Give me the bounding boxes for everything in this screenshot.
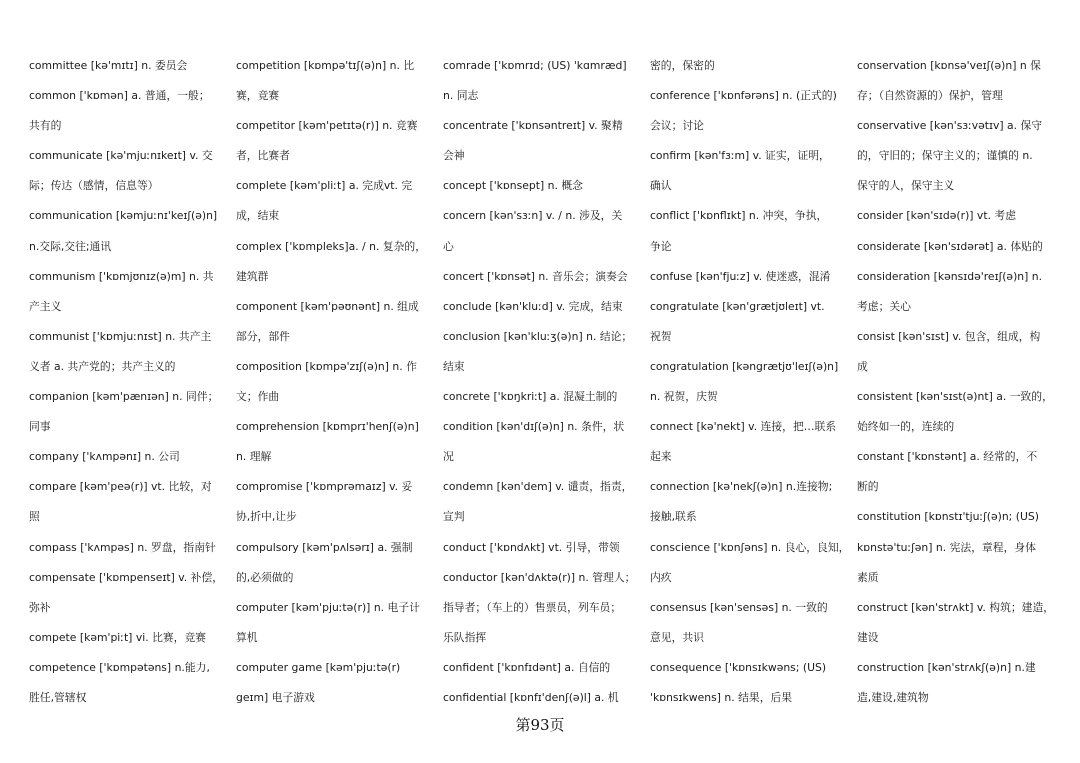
text-line: 心 [443,239,454,253]
text-line: 的,必须做的 [236,570,294,584]
column-3 [443,51,643,713]
text-line: consequence ['kɒnsɪkwəns; (US) [650,660,827,674]
text-line: congratulate [kən'grætjʊleɪt] vt. [650,299,825,313]
text-line: 会神 [443,149,465,163]
text-line: 算机 [236,630,258,644]
text-line: conflict ['kɒnflɪkt] n. 冲突，争执， [650,209,828,223]
column-5 [857,51,1057,713]
text-line: compromise ['kɒmprəmaɪz] v. 妥 [236,480,413,494]
text-line: 建设 [857,630,879,644]
text-line: geɪm] 电子游戏 [236,690,315,704]
text-line: 会议；讨论 [650,119,704,133]
text-line: construction [kən'strʌkʃ(ə)n] n.建 [857,660,1036,674]
text-line: 密的，保密的 [650,59,715,72]
text-line: companion [kəm'pænɪən] n. 同伴； [29,390,219,404]
text-line: 建筑群 [236,269,269,283]
text-line: communicate [kə'mjuːnɪkeɪt] v. 交 [29,149,213,163]
text-line: 赛，竞赛 [236,89,280,103]
text-line: 断的 [857,480,879,494]
text-line: condemn [kən'dem] v. 谴责，指责， [443,480,633,494]
text-line: confident ['kɒnfɪdənt] a. 自信的 [443,660,611,674]
text-line: construct [kən'strʌkt] v. 构筑；建造， [857,600,1055,614]
text-line: 文；作曲 [236,390,280,404]
text-line: conductor [kən'dʌktə(r)] n. 管理人； [443,570,636,584]
text-line: compete [kəm'piːt] vi. 比赛，竞赛 [29,630,207,644]
text-line: 协,折中,让步 [236,510,297,524]
text-line: 况 [443,450,454,464]
text-line: competence ['kɒmpətəns] n.能力, [29,660,210,674]
column-2 [236,51,436,713]
text-line: component [kəm'pəʊnənt] n. 组成 [236,299,419,313]
text-line: conscience ['kɒnʃəns] n. 良心，良知， [650,540,850,554]
text-line: 共有的 [29,119,62,133]
text-line: n.交际,交往;通讯 [29,239,112,253]
text-line: 素质 [857,570,879,584]
text-line: 造,建设,建筑物 [857,690,929,704]
text-line: 保守的人，保守主义 [857,179,955,193]
text-line: conservative [kən'sɜːvətɪv] a. 保守 [857,119,1043,133]
text-line: n. 祝贺，庆贺 [650,390,718,404]
text-line: competitor [kəm'petɪtə(r)] n. 竞赛 [236,119,418,133]
text-line: n. 理解 [236,450,272,464]
text-line: concert ['kɒnsət] n. 音乐会；演奏会 [443,269,628,283]
text-line: 指导者；（车上的）售票员，列车员； [443,600,622,614]
text-line: concern [kən'sɜːn] v. / n. 涉及，关 [443,209,623,223]
text-line: connection [kə'nekʃ(ə)n] n.连接物; [650,480,833,494]
text-line: compulsory [kəm'pʌlsərɪ] a. 强制 [236,540,413,554]
text-line: company ['kʌmpənɪ] n. 公司 [29,450,180,464]
text-line: confuse [kən'fjuːz] v. 使迷惑，混淆 [650,269,831,283]
text-line: 际；传达（感情，信息等） [29,179,159,193]
text-line: 'kɒnsɪkwens] n. 结果，后果 [650,690,793,704]
text-line: 意见，共识 [650,630,704,644]
page-number: 第93页 [515,716,565,734]
text-line: conservation [kɒnsə'veɪʃ(ə)n] n 保 [857,59,1041,72]
text-line: condition [kən'dɪʃ(ə)n] n. 条件，状 [443,420,625,434]
text-line: 者，比赛者 [236,149,290,163]
text-line: connect [kə'nekt] v. 连接，把…联系 [650,420,837,434]
text-line: constant ['kɒnstənt] a. 经常的，不 [857,450,1038,464]
text-line: confirm [kən'fɜːm] v. 证实，证明， [650,149,830,163]
text-line: 结束 [443,359,465,373]
text-line: constitution [kɒnstɪ'tjuːʃ(ə)n; (US) [857,510,1039,524]
text-line: 同事 [29,420,51,434]
text-line: 宣判 [443,510,465,524]
text-line: committee [kə'mɪtɪ] n. 委员会 [29,59,188,72]
vocabulary-page [29,51,1059,731]
text-line: kɒnstə'tuːʃən] n. 宪法，章程，身体 [857,540,1036,554]
text-line: congratulation [kəngrætjʊ'leɪʃ(ə)n] [650,359,839,373]
text-line: conclude [kən'kluːd] v. 完成，结束 [443,299,623,313]
text-line: 产主义 [29,299,62,313]
text-line: 部分，部件 [236,329,290,343]
column-4 [650,51,850,713]
text-line: composition [kɒmpə'zɪʃ(ə)n] n. 作 [236,359,417,373]
text-line: computer [kəm'pjuːtə(r)] n. 电子计 [236,600,420,614]
text-line: computer game [kəm'pjuːtə(r) [236,660,401,674]
text-line: conference ['kɒnfərəns] n. (正式的) [650,89,837,103]
text-line: communication [kəmjuːnɪ'keɪʃ(ə)n] [29,209,218,223]
text-line: conduct ['kɒndʌkt] vt. 引导，带领 [443,540,620,554]
text-line: 起来 [650,450,672,464]
text-line: concrete ['kɒŋkriːt] a. 混凝土制的 [443,390,618,404]
text-line: consider [kən'sɪdə(r)] vt. 考虑 [857,209,1017,223]
text-line: 成，结束 [236,209,280,223]
text-line: 争论 [650,239,672,253]
text-line: consistent [kən'sɪst(ə)nt] a. 一致的， [857,390,1053,404]
text-line: consist [kən'sɪst] v. 包含，组成，构 [857,329,1041,343]
text-line: consensus [kən'sensəs] n. 一致的 [650,600,828,614]
text-line: 义者 a. 共产党的；共产主义的 [29,359,176,373]
text-line: communism ['kɒmjʊnɪz(ə)m] n. 共 [29,269,214,283]
text-line: compare [kəm'peə(r)] vt. 比较，对 [29,480,212,494]
text-line: comprehension [kɒmprɪ'henʃ(ə)n] [236,420,419,434]
text-line: communist ['kɒmjuːnɪst] n. 共产主 [29,329,212,343]
text-line: concentrate ['kɒnsəntreɪt] v. 聚精 [443,119,623,133]
text-line: 存；（自然资源的）保护，管理 [857,89,1003,103]
text-line: 照 [29,510,40,524]
text-line: 胜任,管辖权 [29,690,87,704]
text-line: considerate [kən'sɪdərət] a. 体贴的 [857,239,1043,253]
text-line: compensate ['kɒmpenseɪt] v. 补偿， [29,570,224,584]
text-line: concept ['kɒnsept] n. 概念 [443,179,583,193]
text-line: 接触,联系 [650,510,697,524]
text-line: complex ['kɒmpleks]a. / n. 复杂的， [236,239,427,253]
text-line: 乐队指挥 [443,630,487,644]
text-line: compass ['kʌmpəs] n. 罗盘，指南针 [29,540,216,554]
text-line: n. 同志 [443,89,479,103]
text-line: confidential [kɒnfɪ'denʃ(ə)l] a. 机 [443,690,619,704]
text-line: 考虑；关心 [857,299,911,313]
text-line: 祝贺 [650,329,672,343]
text-line: competition [kɒmpə'tɪʃ(ə)n] n. 比 [236,59,415,72]
text-line: consideration [kənsɪdə'reɪʃ(ə)n] n. [857,269,1043,283]
text-line: common ['kɒmən] a. 普通，一般； [29,89,210,103]
text-line: 始终如一的，连续的 [857,420,955,434]
text-line: comrade ['kɒmrɪd; (US) 'kɑmræd] [443,59,627,72]
text-line: 确认 [650,179,672,193]
text-line: complete [kəm'pliːt] a. 完成vt. 完 [236,179,413,193]
text-line: 内疚 [650,570,672,584]
text-line: 弥补 [29,600,51,614]
column-1 [29,51,229,713]
text-line: conclusion [kən'kluːʒ(ə)n] n. 结论； [443,329,633,343]
text-line: 成 [857,359,868,373]
text-line: 的，守旧的；保守主义的；谨慎的 n. [857,149,1033,163]
